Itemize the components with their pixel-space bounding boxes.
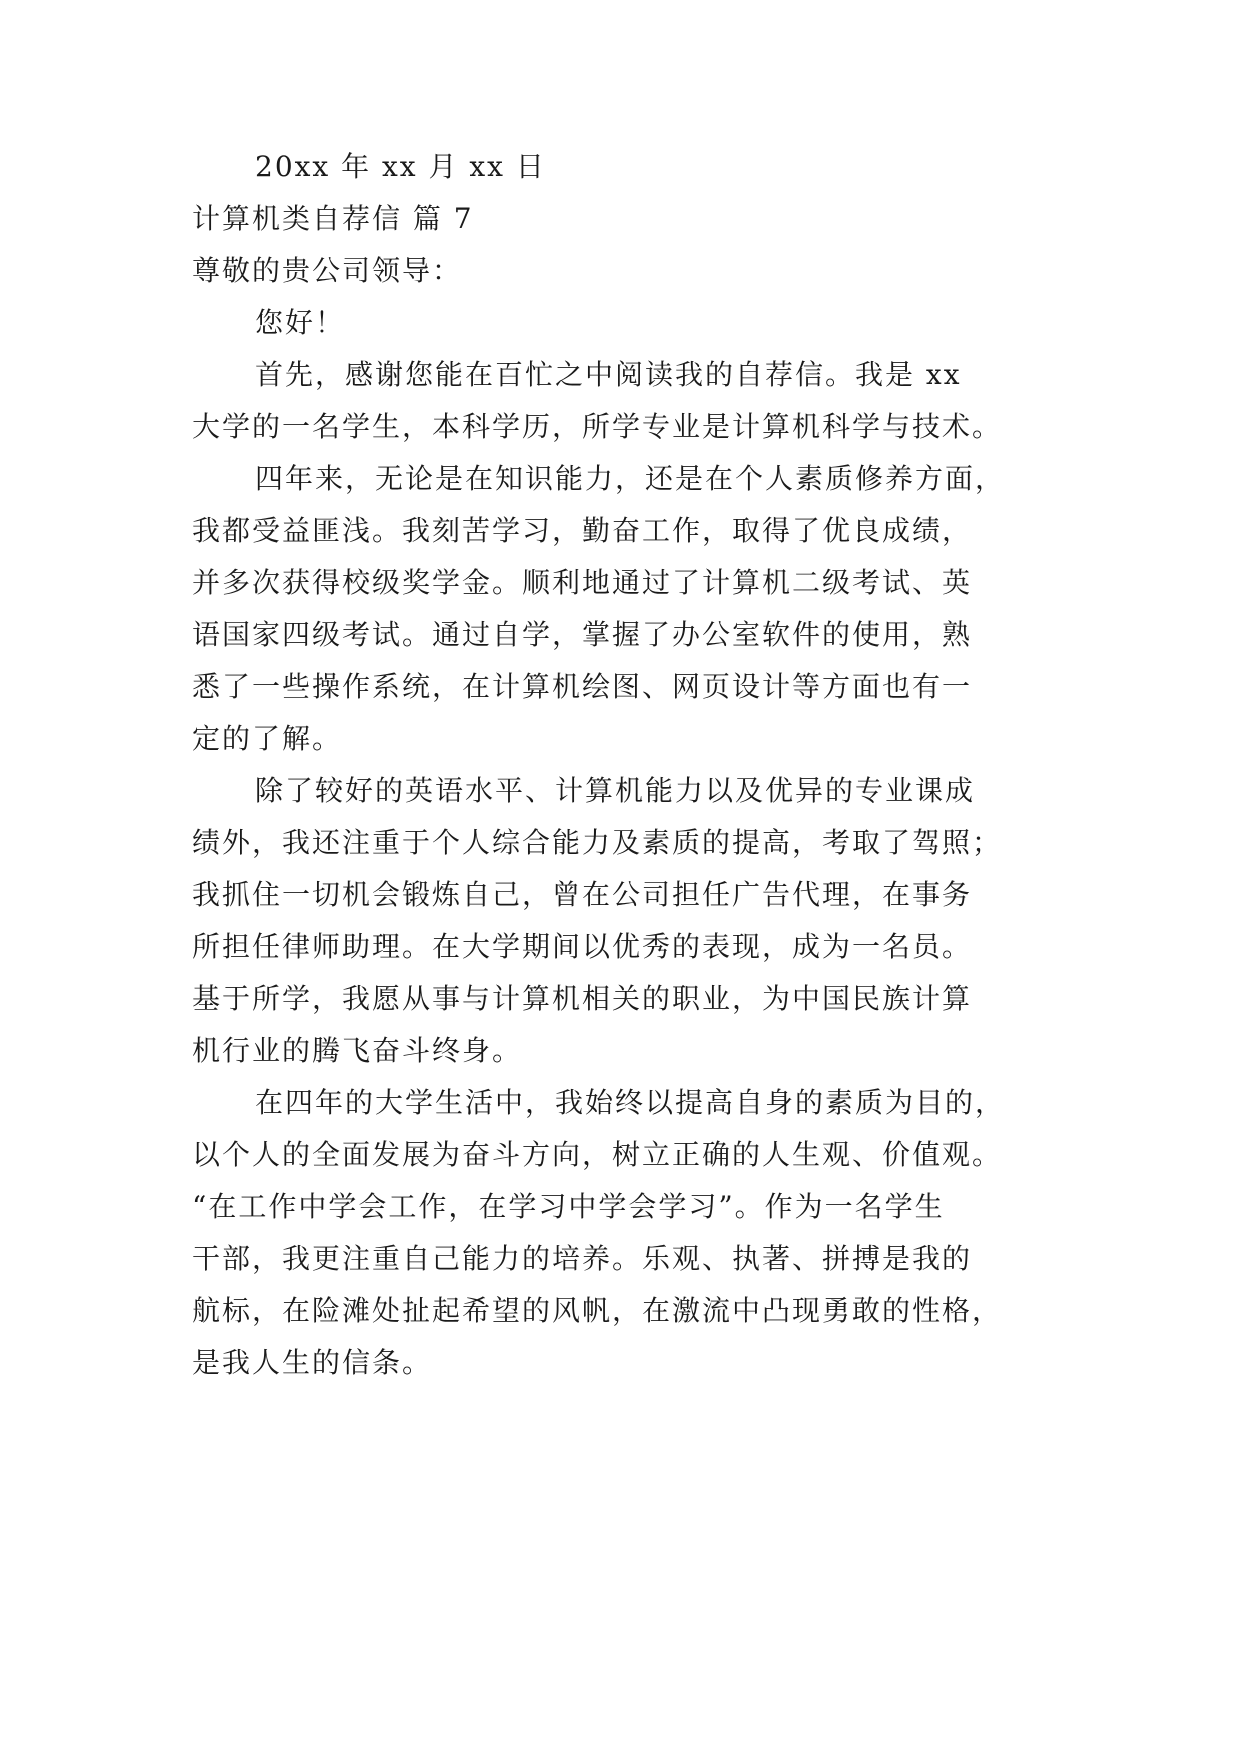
paragraph-line: 以个人的全面发展为奋斗方向，树立正确的人生观、价值观。: [192, 1138, 1003, 1171]
paragraph-line: 语国家四级考试。通过自学，掌握了办公室软件的使用，熟: [192, 618, 973, 651]
paragraph-line: 绩外，我还注重于个人综合能力及素质的提高，考取了驾照；: [192, 826, 1003, 859]
greeting: 您好！: [255, 306, 346, 339]
paragraph-line: 大学的一名学生，本科学历，所学专业是计算机科学与技术。: [192, 410, 1003, 443]
paragraph-line: 定的了解。: [192, 722, 343, 755]
paragraph-line: “在工作中学会工作，在学习中学会学习”。作为一名学生: [192, 1190, 945, 1223]
paragraph-line: 我抓住一切机会锻炼自己，曾在公司担任广告代理，在事务: [192, 878, 973, 911]
paragraph-line: 机行业的腾飞奋斗终身。: [192, 1034, 523, 1067]
paragraph-line: 首先，感谢您能在百忙之中阅读我的自荐信。我是 xx: [255, 358, 962, 391]
date-line: 20xx 年 xx 月 xx 日: [255, 150, 546, 183]
paragraph-line: 四年来，无论是在知识能力，还是在个人素质修养方面，: [255, 462, 1006, 495]
paragraph-line: 除了较好的英语水平、计算机能力以及优异的专业课成: [255, 774, 976, 807]
section-heading: 计算机类自荐信 篇 7: [192, 202, 474, 235]
paragraph-line: 悉了一些操作系统，在计算机绘图、网页设计等方面也有一: [192, 670, 973, 703]
paragraph-line: 在四年的大学生活中，我始终以提高自身的素质为目的，: [255, 1086, 1006, 1119]
salutation: 尊敬的贵公司领导：: [192, 254, 463, 287]
paragraph-line: 所担任律师助理。在大学期间以优秀的表现，成为一名员。: [192, 930, 973, 963]
paragraph-line: 并多次获得校级奖学金。顺利地通过了计算机二级考试、英: [192, 566, 973, 599]
paragraph-line: 航标，在险滩处扯起希望的风帆，在激流中凸现勇敢的性格，: [192, 1294, 1003, 1327]
paragraph-line: 基于所学，我愿从事与计算机相关的职业，为中国民族计算: [192, 982, 973, 1015]
paragraph-line: 是我人生的信条。: [192, 1346, 433, 1379]
paragraph-line: 干部，我更注重自己能力的培养。乐观、执著、拼搏是我的: [192, 1242, 973, 1275]
paragraph-line: 我都受益匪浅。我刻苦学习，勤奋工作，取得了优良成绩，: [192, 514, 973, 547]
